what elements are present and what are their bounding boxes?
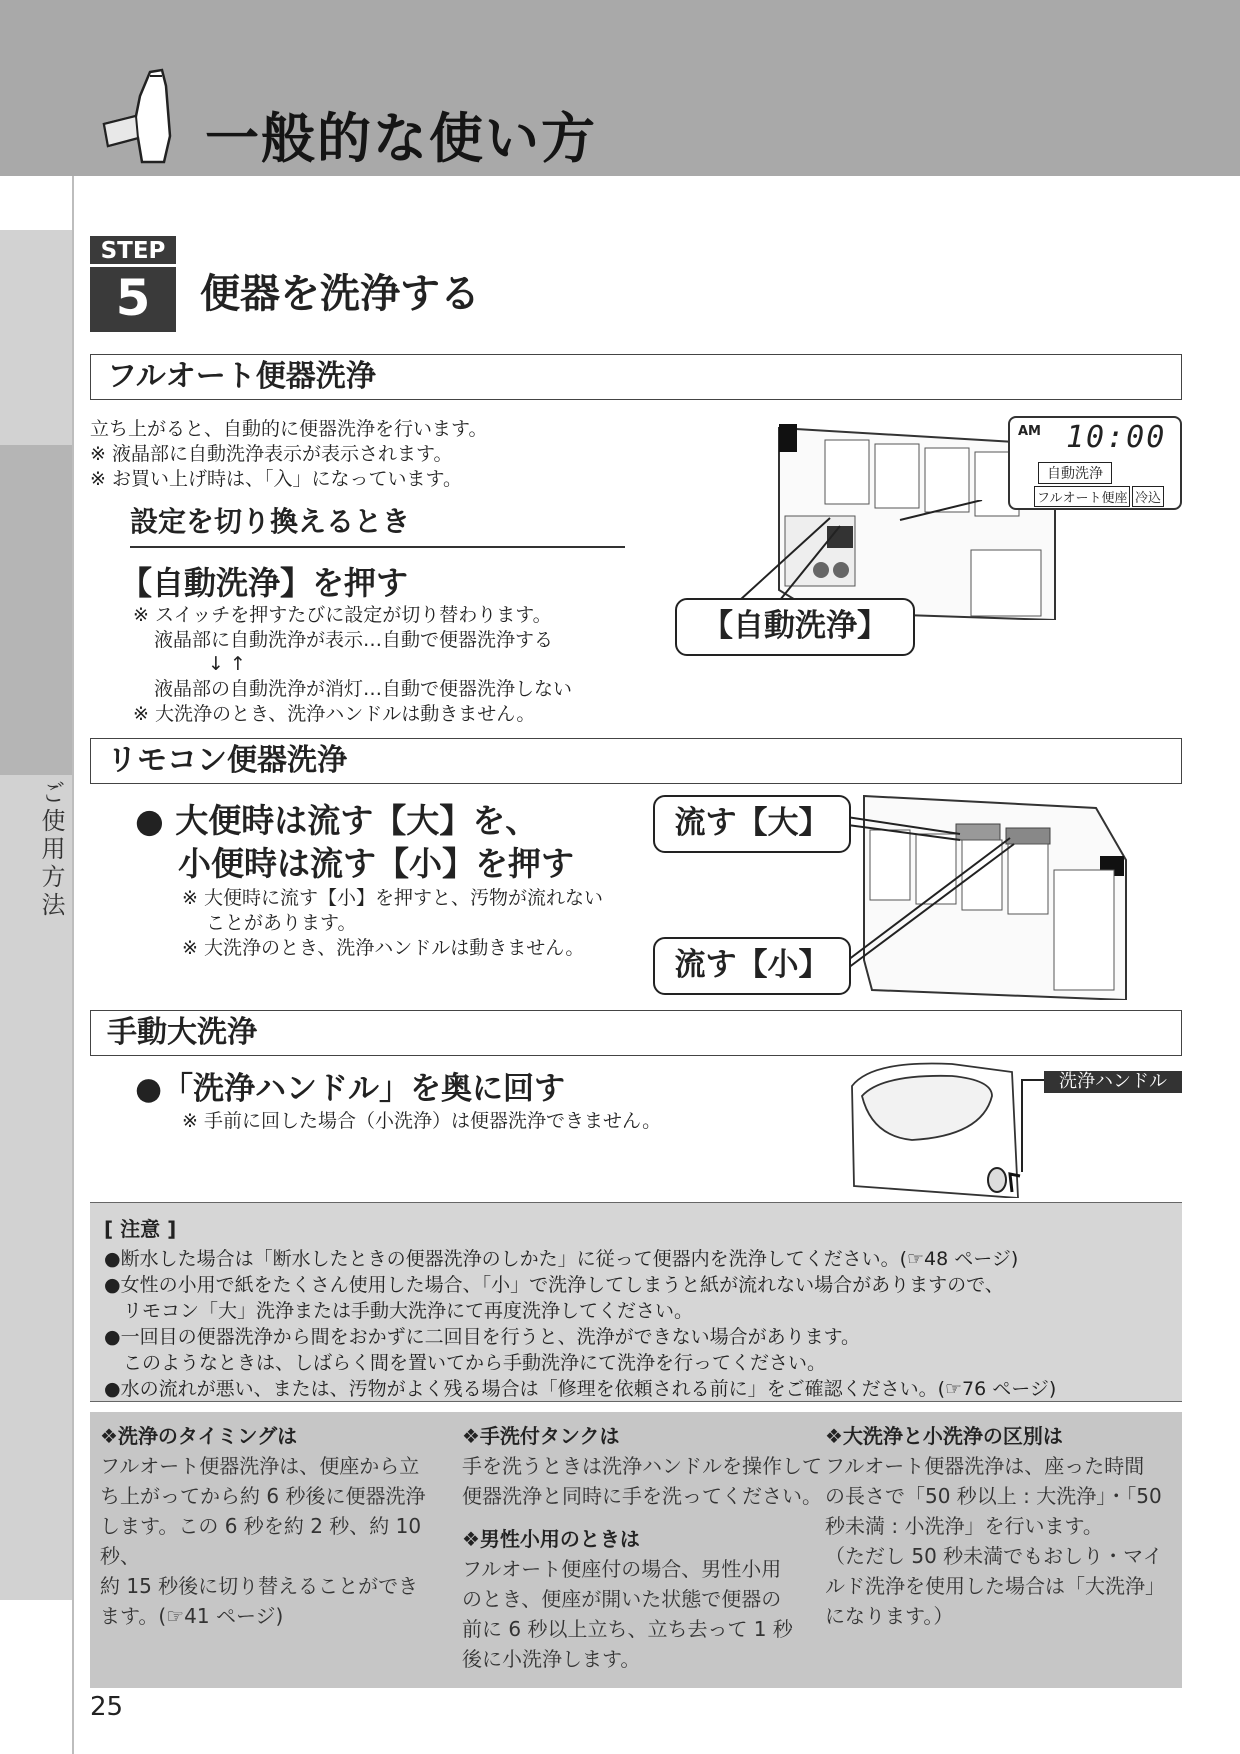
step-number: 5	[115, 269, 151, 327]
caution-line: ●女性の小用で紙をたくさん使用した場合、「小」で洗浄してしまうと紙が流れない場合がありますので、	[104, 1274, 1004, 1296]
callout-auto-wash: 【自動洗浄】	[675, 598, 915, 656]
toilet-icon	[100, 66, 180, 170]
toilet-tank-illustration	[842, 1056, 1028, 1198]
lcd-auto-wash: 自動洗浄	[1038, 462, 1112, 484]
intro-line: ※ 液晶部に自動洗浄表示が表示されます。	[90, 443, 453, 465]
callout-leader-lines-2	[840, 810, 1020, 980]
lcd-time: 10:00	[1066, 420, 1167, 455]
intro-line: ※ お買い上げ時は、「入」になっています。	[90, 468, 462, 490]
intro-line: 立ち上がると、自動的に便器洗浄を行います。	[90, 418, 488, 440]
callout-flush-small: 流す【小】	[653, 937, 851, 995]
lcd-am: AM	[1018, 424, 1041, 439]
tip-heading: ❖男性小用のときは	[462, 1527, 640, 1551]
tip-line: の長さで「50 秒以上 : 大洗浄」・「50	[825, 1484, 1162, 1508]
tip-heading: ❖洗浄のタイミングは	[100, 1424, 298, 1448]
caution-line: ●断水した場合は「断水したときの便器洗浄のしかた」に従って便器内を洗浄してください。(☞48 ページ)	[104, 1248, 1019, 1270]
lcd-reizou: 冷込	[1132, 486, 1164, 507]
tip-line: （ただし 50 秒未満でもおしり・マイ	[825, 1544, 1163, 1568]
tip-line: フルオート便座付の場合、男性小用	[462, 1557, 782, 1581]
caution-line: ●一回目の便器洗浄から間をおかずに二回目を行うと、洗浄ができない場合があります。	[104, 1326, 861, 1348]
note-line: ※ スイッチを押すたびに設定が切り替わります。	[133, 604, 552, 626]
note-line: ※ 大洗浄のとき、洗浄ハンドルは動きません。	[133, 703, 536, 725]
tip-line: 秒未満 : 小洗浄」を行います。	[825, 1514, 1103, 1538]
caution-title: [ 注意 ]	[104, 1217, 177, 1241]
tip-timing	[100, 1420, 460, 1631]
tip-line: 後に小洗浄します。	[462, 1647, 641, 1671]
tip-handwash-tank	[462, 1420, 822, 1674]
subheading-switch: 設定を切り換えるとき	[130, 500, 625, 548]
handle-label: 洗浄ハンドル	[1044, 1071, 1182, 1093]
note-line: ※ 大便時に流す【小】を押すと、汚物が流れない	[182, 887, 603, 909]
toggle-arrows: ↓ ↑	[208, 653, 246, 675]
step-badge	[90, 236, 176, 332]
tip-line: になります。）	[825, 1604, 954, 1628]
header-band	[0, 0, 1240, 176]
caution-box	[90, 1202, 1182, 1402]
tip-line: フルオート便器洗浄は、便座から立	[100, 1454, 420, 1478]
side-tab-label: ご使用方法	[37, 780, 65, 920]
note-line: 液晶部の自動洗浄が消灯…自動で便器洗浄しない	[154, 678, 573, 700]
page-title: 一般的な使い方	[205, 107, 597, 170]
action-turn-handle: ●「洗浄ハンドル」を奥に回す	[135, 1071, 566, 1107]
section-heading-manual: 手動大洗浄	[90, 1010, 1182, 1056]
tip-line: ち上がってから約 6 秒後に便器洗浄	[100, 1484, 426, 1508]
tip-line: 約 15 秒後に切り替えることができ	[100, 1574, 419, 1598]
note-line: 液晶部に自動洗浄が表示…自動で便器洗浄する	[154, 629, 554, 651]
lcd-fullauto: フルオート便座	[1034, 486, 1130, 507]
lcd-display	[1008, 416, 1182, 510]
section-heading-fullauto: フルオート便器洗浄	[90, 354, 1182, 400]
tip-line: のとき、便座が開いた状態で便器の	[462, 1587, 782, 1611]
caution-line: ●水の流れが悪い、または、汚物がよく残る場合は「修理を依頼される前に」をご確認ください。(☞76 ページ)	[104, 1378, 1057, 1400]
tips-box	[90, 1412, 1182, 1688]
tip-heading: ❖手洗付タンクは	[462, 1424, 620, 1448]
tip-big-small-distinction	[825, 1420, 1185, 1631]
tip-line: 便器洗浄と同時に手を洗ってください。	[462, 1484, 822, 1508]
callout-flush-big: 流す【大】	[653, 795, 851, 853]
tip-line: フルオート便器洗浄は、座った時間	[825, 1454, 1145, 1478]
note-line: ことがあります。	[206, 912, 357, 934]
section-heading-remote: リモコン便器洗浄	[90, 738, 1182, 784]
action-big-flush: ● 大便時は流す【大】を、	[135, 801, 539, 840]
tip-line: します。この 6 秒を約 2 秒、約 10 秒、	[100, 1514, 422, 1568]
step-word: STEP	[90, 236, 176, 267]
caution-line: リモコン「大」洗浄または手動大洗浄にて再度洗浄してください。	[104, 1300, 694, 1322]
action-press-auto: 【自動洗浄】を押す	[120, 564, 409, 602]
step-title: 便器を洗浄する	[200, 271, 480, 317]
tip-line: ます。(☞41 ページ)	[100, 1604, 284, 1628]
tip-line: 手を洗うときは洗浄ハンドルを操作して	[462, 1454, 822, 1478]
side-divider	[72, 176, 74, 1754]
tip-line: 前に 6 秒以上立ち、立ち去って 1 秒	[462, 1617, 793, 1641]
page-number: 25	[90, 1692, 124, 1722]
note-line: ※ 手前に回した場合（小洗浄）は便器洗浄できません。	[182, 1110, 662, 1132]
side-tab-active	[0, 445, 72, 775]
caution-line: このようなときは、しばらく間を置いてから手動洗浄にて洗浄を行ってください。	[104, 1352, 827, 1374]
tip-line: ルド洗浄を使用した場合は「大洗浄」	[825, 1574, 1165, 1598]
note-line: ※ 大洗浄のとき、洗浄ハンドルは動きません。	[182, 937, 585, 959]
tip-heading: ❖大洗浄と小洗浄の区別は	[825, 1424, 1063, 1448]
action-small-flush: 小便時は流す【小】を押す	[178, 844, 574, 883]
